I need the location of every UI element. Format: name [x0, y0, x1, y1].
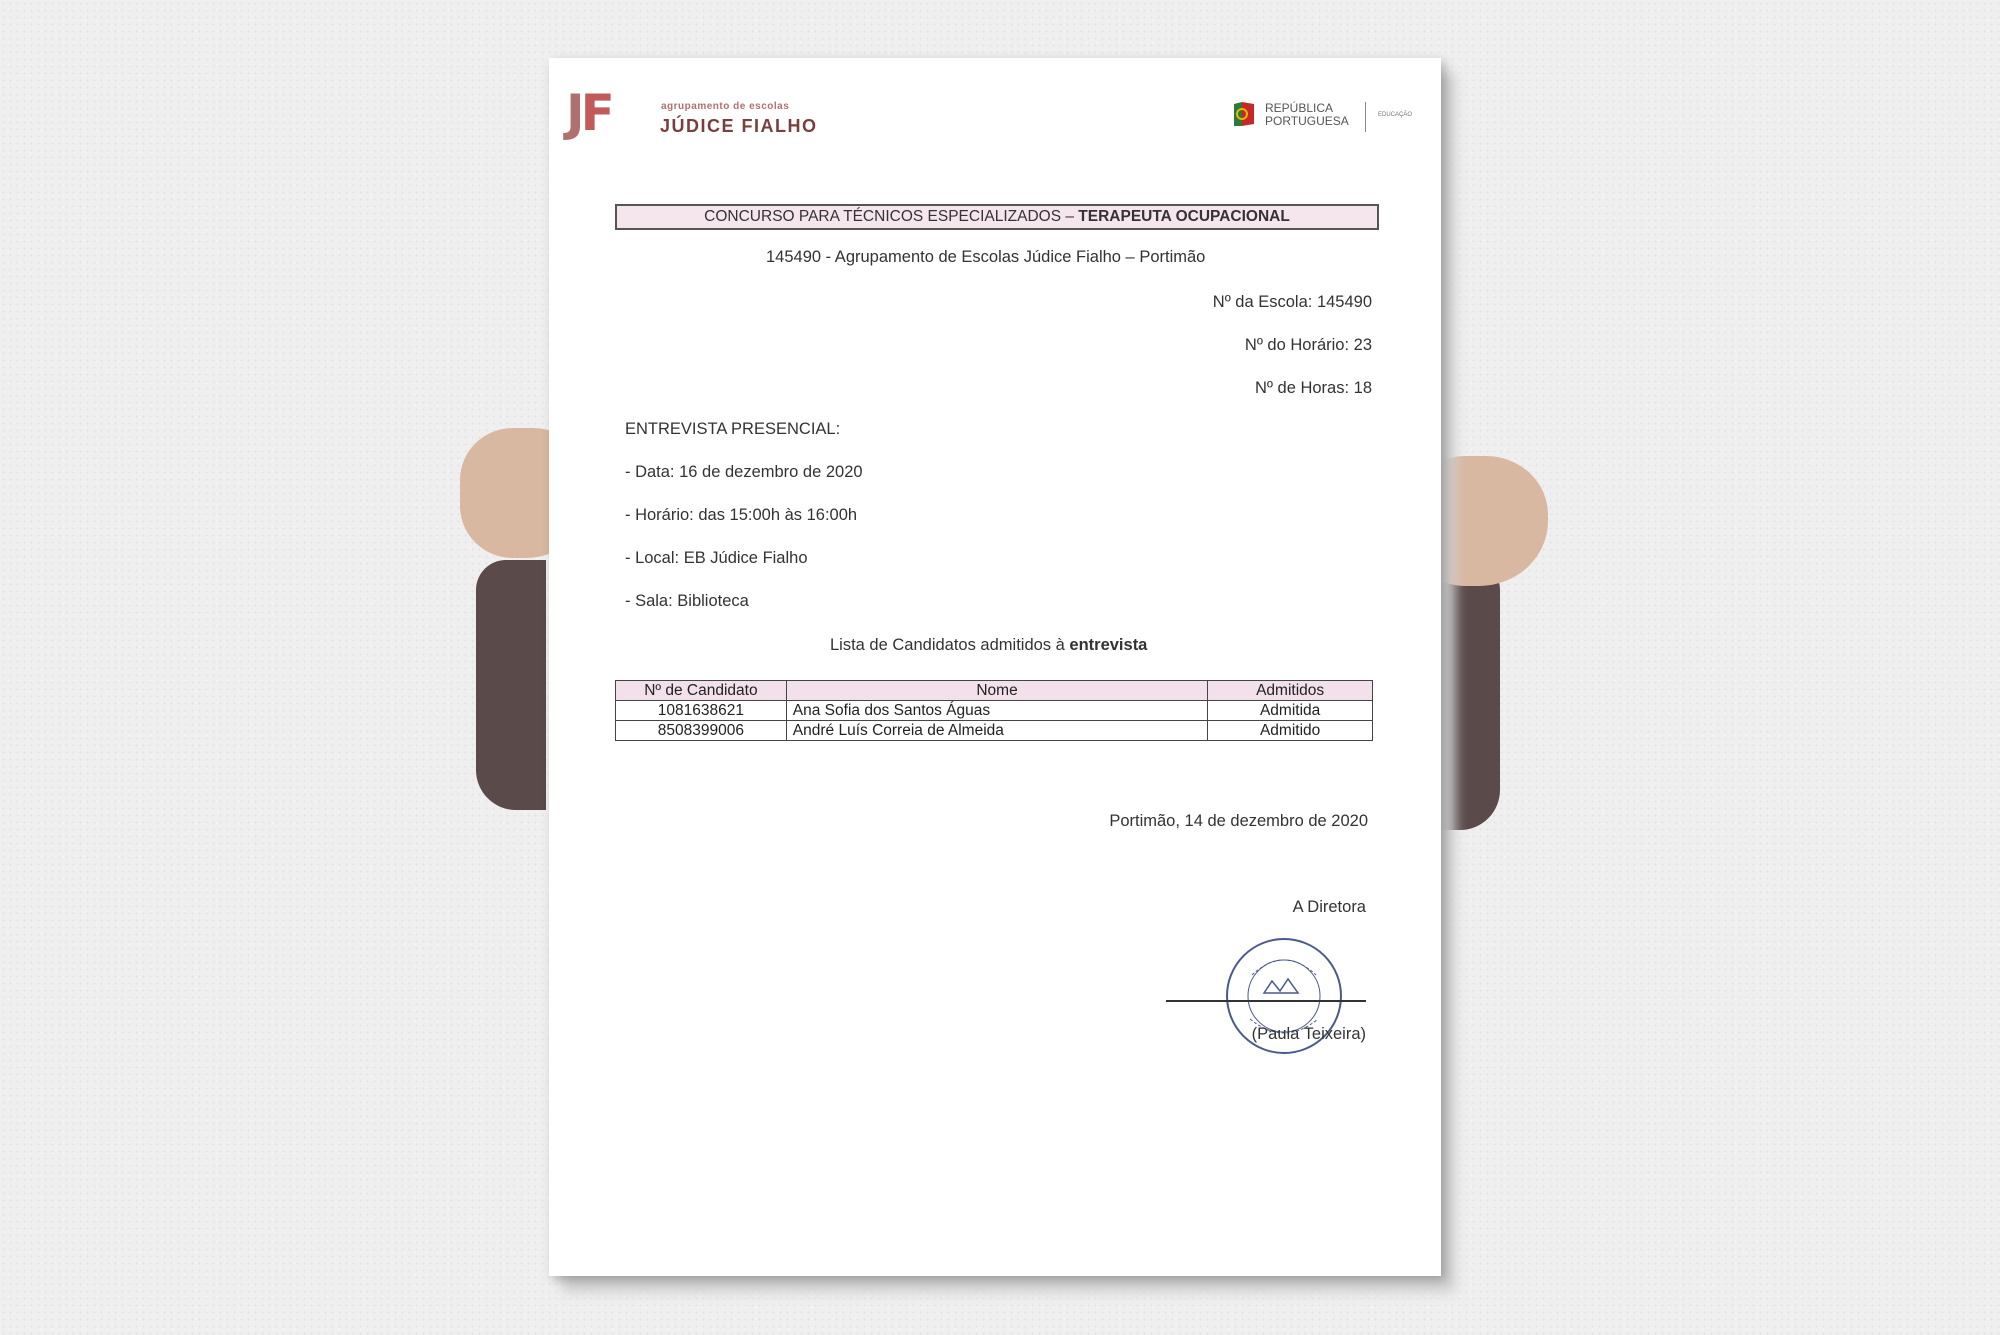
- table-row: [616, 701, 1373, 721]
- candidate-number: 1081638621: [616, 701, 787, 721]
- document-sheet: [549, 58, 1441, 1276]
- place-and-date: Portimão, 14 de dezembro de 2020: [1109, 812, 1368, 830]
- table-row: [616, 721, 1373, 741]
- candidates-list-title: Lista de Candidatos admitidos à entrevista: [830, 636, 1148, 654]
- signature-line: [1166, 1000, 1366, 1002]
- interview-place: - Local: EB Júdice Fialho: [625, 549, 808, 567]
- column-header: Nº de Candidato: [616, 681, 787, 701]
- portugal-flag-icon: [1232, 100, 1256, 128]
- admission-status: Admitida: [1208, 701, 1373, 721]
- interview-time: - Horário: das 15:00h às 16:00h: [625, 506, 858, 524]
- candidate-name: Ana Sofia dos Santos Águas: [786, 701, 1207, 721]
- column-header: Admitidos: [1208, 681, 1373, 701]
- candidate-number: 8508399006: [616, 721, 787, 741]
- ministry-label: EDUCAÇÃO: [1378, 112, 1413, 118]
- header-divider: [1365, 102, 1366, 132]
- signatory-name: (Paula Teixeira): [1251, 1025, 1366, 1043]
- logo-subtitle: agrupamento de escolas: [661, 101, 790, 112]
- document-title: CONCURSO PARA TÉCNICOS ESPECIALIZADOS – TERAPEUTA OCUPACIONAL: [615, 204, 1379, 230]
- jf-logo: JF: [566, 84, 611, 142]
- admission-status: Admitido: [1208, 721, 1373, 741]
- table-header-row: [616, 681, 1373, 701]
- school-number: Nº da Escola: 145490: [1212, 293, 1372, 311]
- interview-room: - Sala: Biblioteca: [625, 592, 749, 610]
- candidates-table: [615, 680, 1373, 741]
- column-header: Nome: [786, 681, 1207, 701]
- hours-number: Nº de Horas: 18: [1255, 379, 1372, 397]
- signatory-role: A Diretora: [1292, 898, 1366, 916]
- candidate-name: André Luís Correia de Almeida: [786, 721, 1207, 741]
- logo-school-name: JÚDICE FIALHO: [660, 116, 818, 136]
- republica-portuguesa: REPÚBLICA PORTUGUESA: [1265, 101, 1349, 128]
- schedule-number: Nº do Horário: 23: [1244, 336, 1372, 354]
- left-arm: [476, 560, 546, 810]
- school-subtitle: 145490 - Agrupamento de Escolas Júdice Fialho – Portimão: [766, 248, 1206, 266]
- interview-heading: ENTREVISTA PRESENCIAL:: [625, 420, 841, 438]
- interview-date: - Data: 16 de dezembro de 2020: [625, 463, 863, 481]
